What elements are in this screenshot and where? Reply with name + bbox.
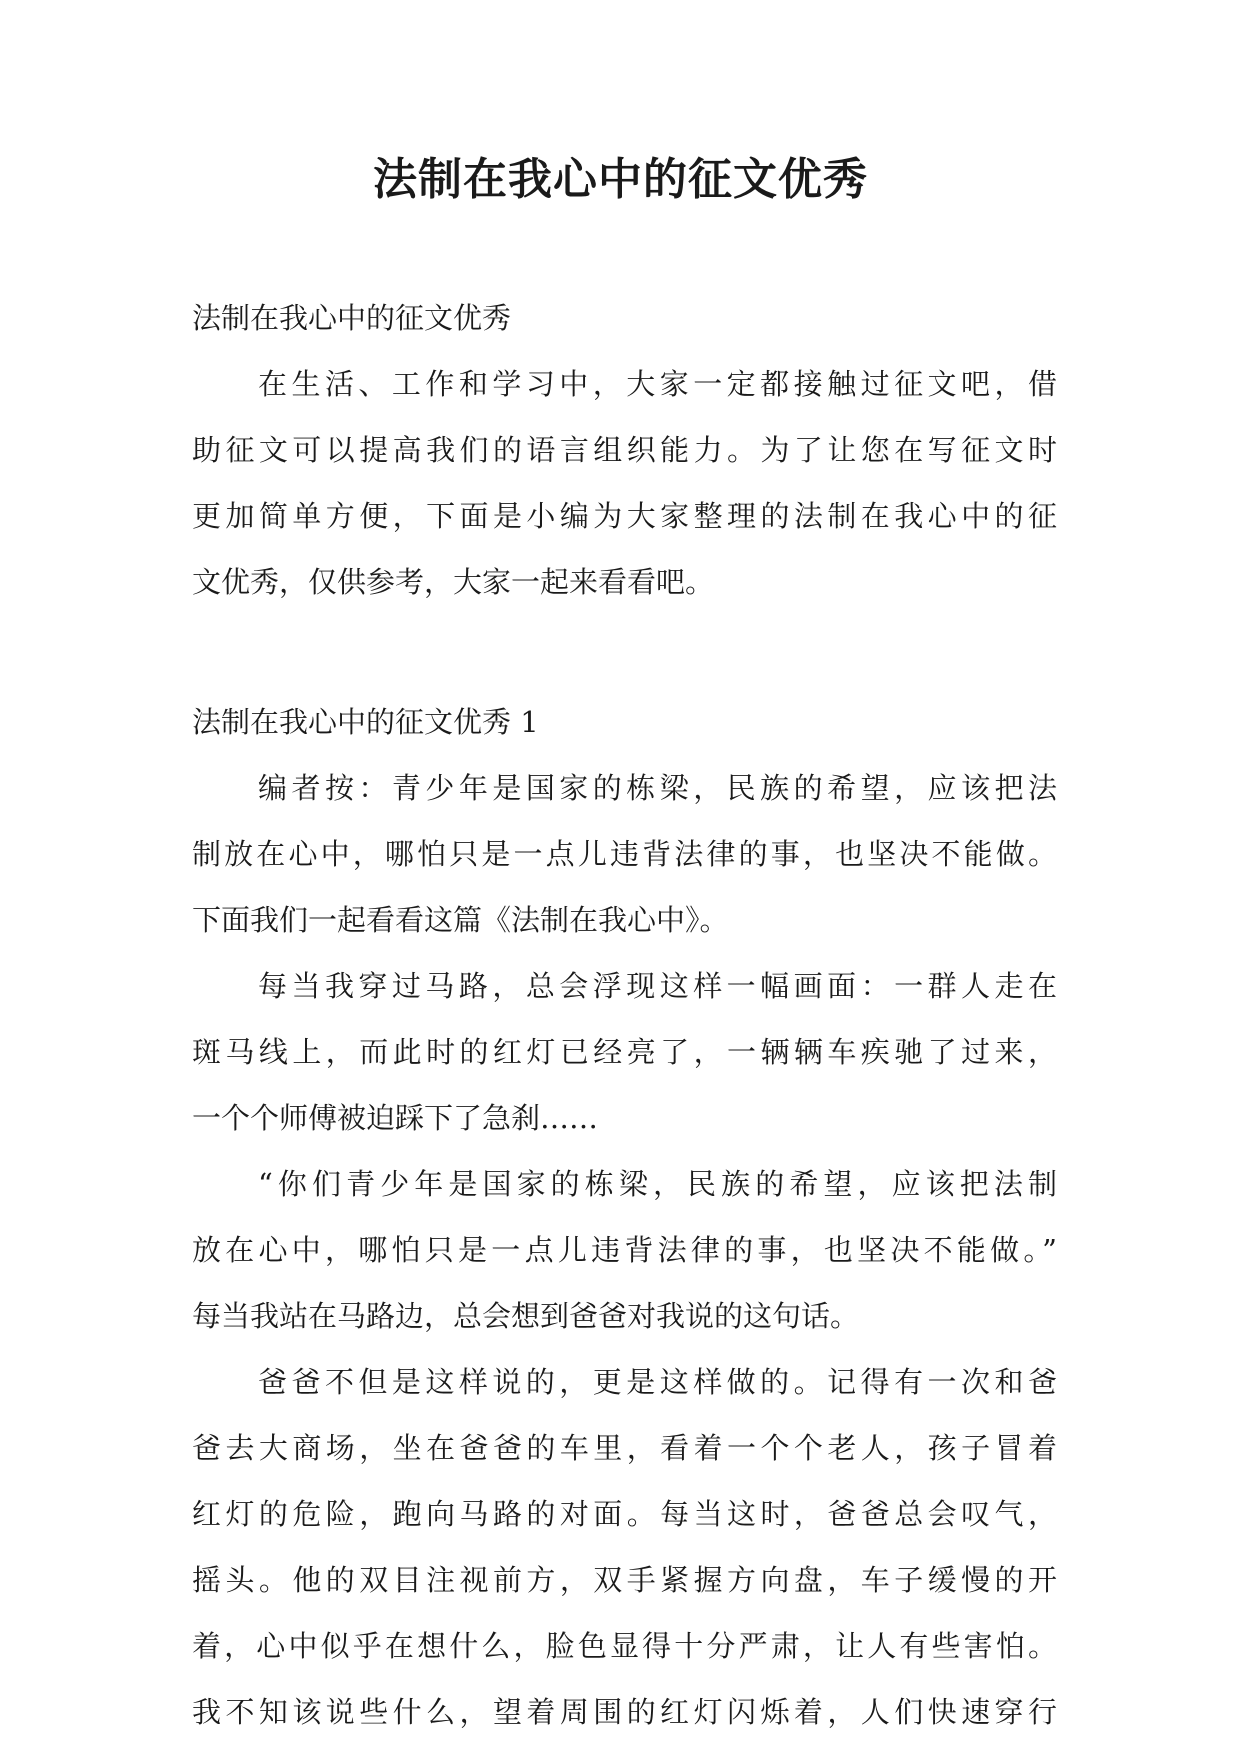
paragraph-line: 每当我站在马路边，总会想到爸爸对我说的这句话。 [192, 1299, 860, 1333]
intro-line: 更加简单方便，下面是小编为大家整理的法制在我心中的征 [192, 499, 1057, 533]
subtitle: 法制在我心中的征文优秀 [192, 301, 512, 335]
paragraph-line: 一个个师傅被迫踩下了急刹…… [192, 1101, 599, 1135]
paragraph-line: 斑马线上，而此时的红灯已经亮了，一辆辆车疾驰了过来， [192, 1035, 1057, 1069]
intro-line: 文优秀，仅供参考，大家一起来看看吧。 [192, 565, 715, 599]
paragraph-line: 放在心中，哪怕只是一点儿违背法律的事，也坚决不能做。” [192, 1233, 1057, 1267]
paragraph-line: “你们青少年是国家的栋梁，民族的希望，应该把法制 [258, 1167, 1057, 1201]
section-heading: 法制在我心中的征文优秀 1 [192, 705, 539, 739]
paragraph-line: 编者按：青少年是国家的栋梁，民族的希望，应该把法 [258, 771, 1057, 805]
paragraph-spacer [192, 615, 1057, 689]
paragraph-line: 摇头。他的双目注视前方，双手紧握方向盘，车子缓慢的开 [192, 1563, 1057, 1597]
paragraph-line: 爸去大商场，坐在爸爸的车里，看着一个个老人，孩子冒着 [192, 1431, 1057, 1465]
document-body [192, 285, 1057, 1745]
paragraph-line: 着，心中似乎在想什么，脸色显得十分严肃，让人有些害怕。 [192, 1629, 1057, 1663]
paragraph-line: 下面我们一起看看这篇《法制在我心中》。 [192, 903, 729, 937]
paragraph-line: 我不知该说些什么，望着周围的红灯闪烁着，人们快速穿行 [192, 1695, 1057, 1729]
intro-line: 助征文可以提高我们的语言组织能力。为了让您在写征文时 [192, 433, 1057, 467]
paragraph-line: 制放在心中，哪怕只是一点儿违背法律的事，也坚决不能做。 [192, 837, 1057, 871]
paragraph-line: 每当我穿过马路，总会浮现这样一幅画面：一群人走在 [258, 969, 1057, 1003]
intro-line: 在生活、工作和学习中，大家一定都接触过征文吧，借 [258, 367, 1057, 401]
document-title: 法制在我心中的征文优秀 [373, 154, 868, 205]
paragraph-line: 爸爸不但是这样说的，更是这样做的。记得有一次和爸 [258, 1365, 1057, 1399]
paragraph-line: 红灯的危险，跑向马路的对面。每当这时，爸爸总会叹气， [192, 1497, 1057, 1531]
